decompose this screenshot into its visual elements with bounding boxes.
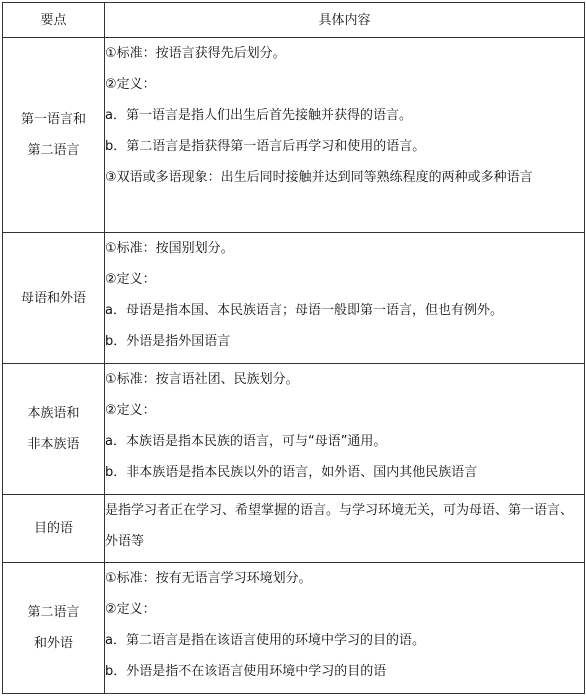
key-line: 第二语言 (27, 143, 80, 158)
content-line: ③双语或多语现象：出生后同时接触并达到同等熟练程度的两种或多种语言 (105, 170, 533, 185)
key-line: 和外语 (33, 636, 73, 651)
key-line: 第二语言 (27, 605, 80, 620)
content-line: a．第一语言是指人们出生后首先接触并获得的语言。 (105, 108, 412, 123)
row-content (105, 233, 585, 364)
content-line: ①标准：按有无语言学习环境划分。 (105, 571, 312, 586)
row-key (3, 563, 105, 694)
header-row (3, 3, 585, 38)
content-line: ①标准：按言语社团、民族划分。 (105, 372, 299, 387)
key-line: 本族语和 (27, 406, 80, 421)
content-line: ②定义： (105, 403, 156, 418)
row-content (105, 495, 585, 563)
content-table (2, 2, 585, 694)
content-line: ②定义： (105, 602, 156, 617)
content-line: 是指学习者正在学习、希望掌握的语言。与学习环境无关，可为母语、第一语言、外语等 (105, 503, 574, 549)
key-line: 目的语 (33, 521, 73, 536)
content-line: b．非本族语是指本民族以外的语言，如外语、国内其他民族语言 (105, 465, 478, 480)
key-line: 第一语言和 (20, 112, 86, 127)
row-content (105, 38, 585, 233)
content-line: a．本族语是指本民族的语言，可与“母语”通用。 (105, 434, 387, 449)
row-key (3, 38, 105, 233)
content-line: b．外语是指不在该语言使用环境中学习的目的语 (105, 664, 387, 679)
content-line: ②定义： (105, 77, 156, 92)
content-line: ②定义： (105, 272, 156, 287)
header-content: 具体内容 (105, 3, 585, 38)
table-row (3, 563, 585, 694)
row-key (3, 233, 105, 364)
content-line: ①标准：按国别划分。 (105, 241, 234, 256)
header-key: 要点 (3, 3, 105, 38)
key-line: 非本族语 (27, 437, 80, 452)
content-line: a．母语是指本国、本民族语言；母语一般即第一语言，但也有例外。 (105, 303, 503, 318)
row-content (105, 563, 585, 694)
table-row (3, 233, 585, 364)
row-key (3, 364, 105, 495)
table-row (3, 364, 585, 495)
content-line: a．第二语言是指在该语言使用的环境中学习的目的语。 (105, 633, 425, 648)
table-row (3, 38, 585, 233)
content-line: b．第二语言是指获得第一语言后再学习和使用的语言。 (105, 139, 426, 154)
table-row (3, 495, 585, 563)
row-key (3, 495, 105, 563)
key-line: 母语和外语 (20, 290, 86, 306)
row-content (105, 364, 585, 495)
content-line: ①标准：按语言获得先后划分。 (105, 46, 286, 61)
content-line: b．外语是指外国语言 (105, 334, 231, 349)
